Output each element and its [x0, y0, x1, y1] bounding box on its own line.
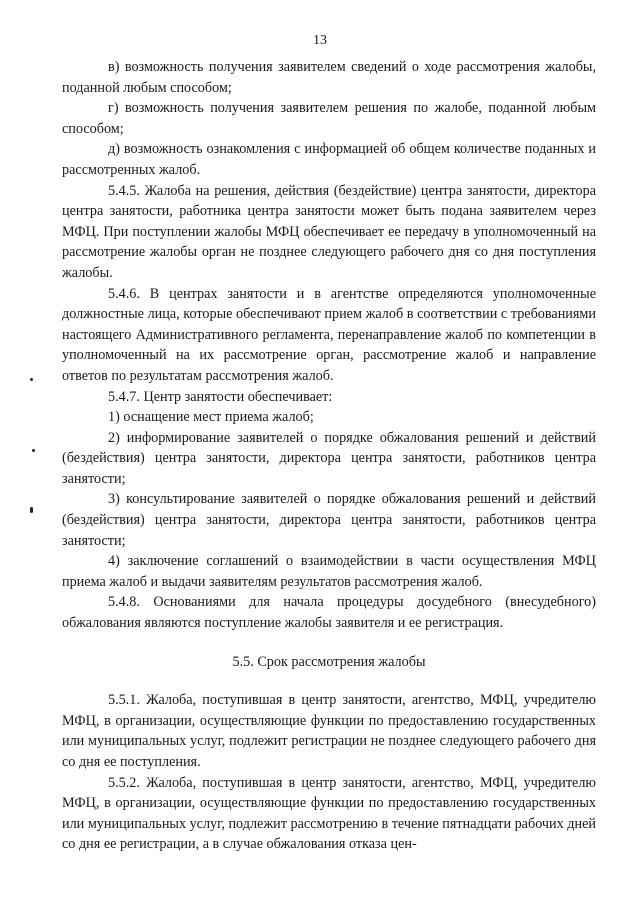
paragraph-d: д) возможность ознакомления с информацией об общем количестве поданных и рассмотренных жалоб. — [62, 141, 596, 178]
margin-mark — [30, 378, 33, 381]
paragraph-5-5-2: 5.5.2. Жалоба, поступившая в центр занятости, агентство, МФЦ, учредителю МФЦ, в организации, осуществляющие функции по предоставлению государственных или муниципальных услуг, подлежит рассмотрению в течение пятнадцати рабочих дней со дня ее регистрации, а в случае обжалования отказа цен- — [62, 774, 596, 853]
margin-mark — [30, 507, 33, 513]
paragraph-5-4-8: 5.4.8. Основаниями для начала процедуры досудебного (внесудебного) обжалования являются поступление жалобы заявителя и ее регистрация. — [62, 594, 596, 632]
paragraph-5-4-7: 5.4.7. Центр занятости обеспечивает: — [108, 388, 333, 405]
list-item-1: 1) оснащение мест приема жалоб; — [108, 409, 314, 426]
paragraph-5-4-6: 5.4.6. В центрах занятости и в агентстве определяются уполномоченные должностные лица, которые обеспечивают прием жалоб в соответствии с требованиями настоящего Административного регламента, перенаправление жалоб по компетенции в уполномоченный на их рассмотрение орган, рассмотрение жалоб и направление ответов по результатам рассмотрения жалоб. — [62, 285, 596, 384]
page-number: 13 — [313, 33, 327, 48]
section-heading: 5.5. Срок рассмотрения жалобы — [232, 653, 426, 670]
margin-mark — [32, 449, 35, 452]
document-body — [62, 57, 596, 855]
paragraph-5-5-1: 5.5.1. Жалоба, поступившая в центр занятости, агентство, МФЦ, учредителю МФЦ, в организации, осуществляющие функции по предоставлению государственных или муниципальных услуг, подлежит регистрации не позднее следующего рабочего дня со дня ее поступления. — [62, 692, 596, 770]
list-item-2: 2) информирование заявителей о порядке обжалования решений и действий (бездействия) центра занятости, директора центра занятости, работников центра занятости; — [62, 429, 596, 487]
paragraph-g: г) возможность получения заявителем решения по жалобе, поданной любым способом; — [62, 100, 596, 137]
paragraph-v: в) возможность получения заявителем сведений о ходе рассмотрения жалобы, поданной любым способом; — [62, 59, 596, 96]
paragraph-5-4-5: 5.4.5. Жалоба на решения, действия (бездействие) центра занятости, директора центра занятости, работника центра занятости может быть подана заявителем через МФЦ. При поступлении жалобы МФЦ обеспечивает ее передачу в уполномоченный на рассмотрение жалобы орган не позднее следующего рабочего дня со дня поступления жалобы. — [62, 182, 596, 281]
list-item-4: 4) заключение соглашений о взаимодействии в части осуществления МФЦ приема жалоб и выдачи заявителям результатов рассмотрения жалоб. — [62, 553, 596, 590]
list-item-3: 3) консультирование заявителей о порядке обжалования решений и действий (бездействия) центра занятости, директора центра занятости, работников центра занятости; — [62, 491, 596, 549]
